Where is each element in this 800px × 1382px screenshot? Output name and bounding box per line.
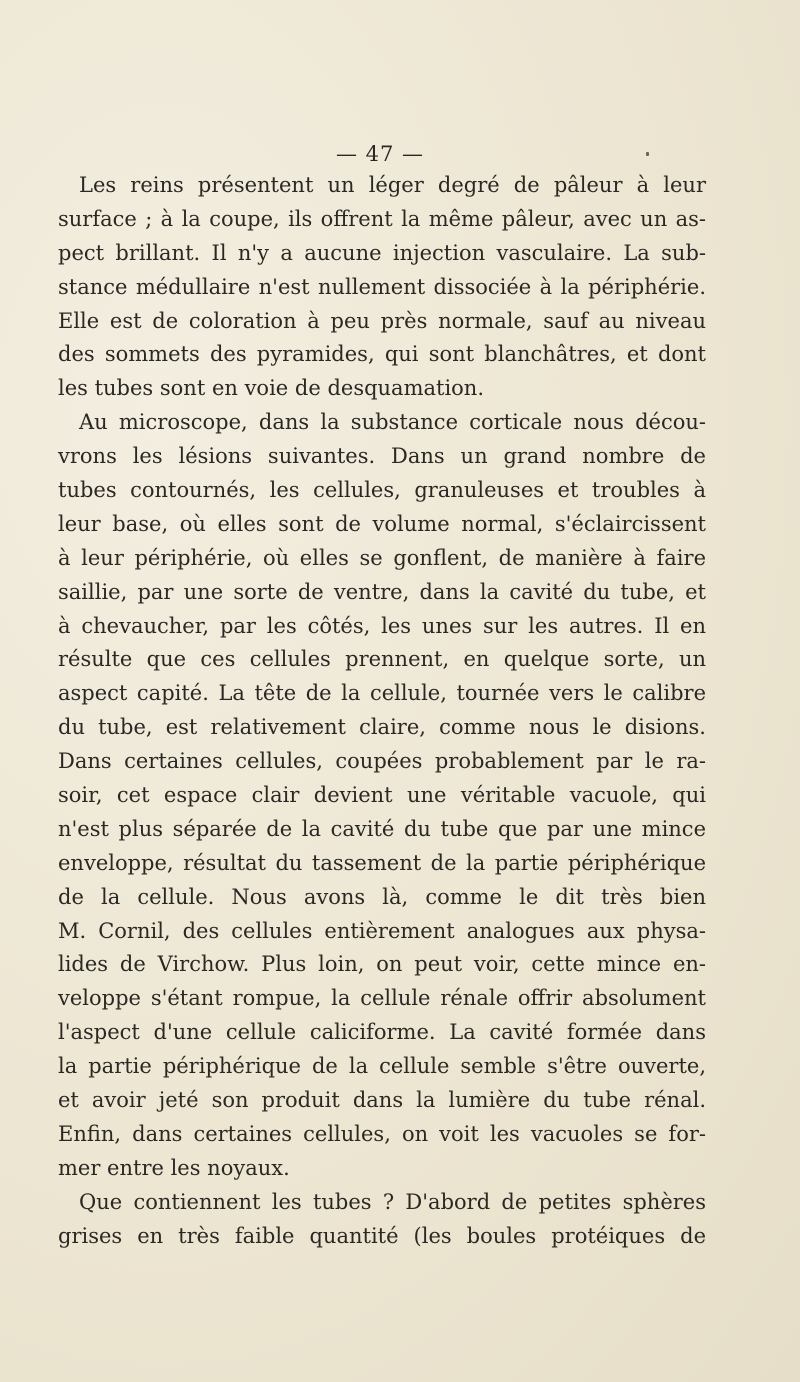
body-text bbox=[58, 169, 706, 1254]
text-line: mer entre les noyaux. bbox=[58, 1155, 290, 1180]
text-line: vrons les lésions suivantes. Dans un grand nombre de bbox=[58, 444, 706, 469]
text-line: résulte que ces cellules prennent, en quelque sorte, un bbox=[58, 647, 706, 672]
page-number: — 47 — bbox=[335, 142, 425, 166]
text-line: la partie périphérique de la cellule semble s'être ouverte, bbox=[58, 1054, 706, 1079]
text-line: Que contiennent les tubes ? D'abord de petites sphères bbox=[79, 1189, 706, 1214]
text-line: stance médullaire n'est nullement dissociée à la périphérie. bbox=[58, 274, 706, 299]
text-line: de la cellule. Nous avons là, comme le dit très bien bbox=[58, 884, 706, 909]
text-line: Elle est de coloration à peu près normale, sauf au niveau bbox=[58, 308, 706, 333]
text-line: à leur périphérie, où elles se gonflent, de manière à faire bbox=[58, 545, 706, 570]
text-line: des sommets des pyramides, qui sont blanchâtres, et dont bbox=[58, 342, 706, 367]
text-line: grises en très faible quantité (les boules protéiques de bbox=[58, 1223, 706, 1248]
text-line: du tube, est relativement claire, comme nous le disions. bbox=[58, 715, 706, 740]
text-line: à chevaucher, par les côtés, les unes sur les autres. Il en bbox=[58, 613, 706, 638]
text-line: pect brillant. Il n'y a aucune injection vasculaire. La sub- bbox=[58, 240, 706, 265]
ink-speck bbox=[646, 152, 649, 156]
text-line: aspect capité. La tête de la cellule, tournée vers le calibre bbox=[58, 681, 706, 706]
text-line: Enfin, dans certaines cellules, on voit les vacuoles se for- bbox=[58, 1121, 706, 1146]
text-line: surface ; à la coupe, ils offrent la même pâleur, avec un as- bbox=[58, 206, 706, 231]
text-line: enveloppe, résultat du tassement de la partie périphérique bbox=[58, 850, 706, 875]
text-line: lides de Virchow. Plus loin, on peut voir, cette mince en- bbox=[58, 952, 706, 977]
text-line: tubes contournés, les cellules, granuleuses et troubles à bbox=[58, 478, 706, 503]
text-line: veloppe s'étant rompue, la cellule rénale offrir absolument bbox=[58, 986, 706, 1011]
text-line: l'aspect d'une cellule caliciforme. La cavité formée dans bbox=[58, 1020, 706, 1045]
text-line: Au microscope, dans la substance corticale nous décou- bbox=[79, 410, 706, 435]
text-line: Dans certaines cellules, coupées probablement par le ra- bbox=[58, 749, 706, 774]
text-line: et avoir jeté son produit dans la lumière du tube rénal. bbox=[58, 1088, 706, 1113]
text-line: Les reins présentent un léger degré de pâleur à leur bbox=[79, 173, 706, 197]
text-line: les tubes sont en voie de desquamation. bbox=[58, 376, 485, 401]
text-line: soir, cet espace clair devient une véritable vacuole, qui bbox=[58, 783, 706, 808]
text-line: leur base, où elles sont de volume normal, s'éclaircissent bbox=[58, 511, 706, 536]
text-line: M. Cornil, des cellules entièrement analogues aux physa- bbox=[58, 918, 706, 943]
text-line: saillie, par une sorte de ventre, dans la cavité du tube, et bbox=[58, 579, 706, 604]
text-line: n'est plus séparée de la cavité du tube que par une mince bbox=[58, 816, 706, 841]
